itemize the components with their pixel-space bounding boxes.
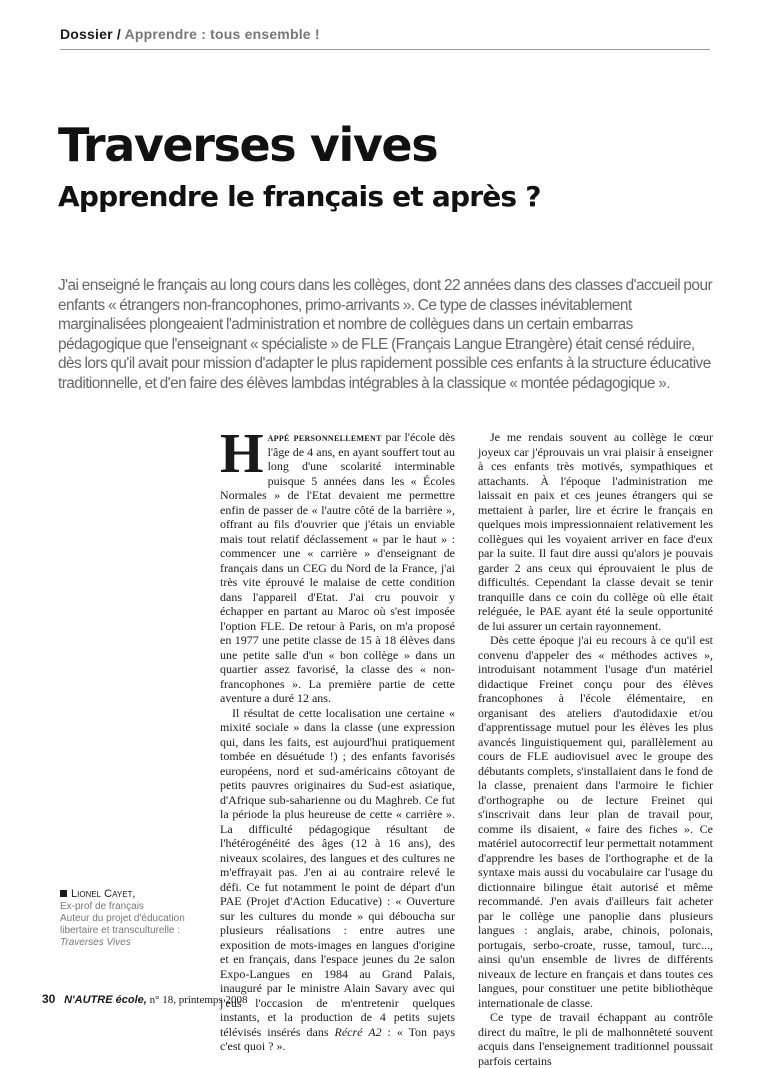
paragraph-text: : « Ton pays c'est quoi ? ». bbox=[220, 1024, 456, 1053]
header-separator: / bbox=[116, 26, 121, 42]
body-paragraph: Je me rendais souvent au collège le cœur joyeux car j'éprouvais un vrai plaisir à enseigner à ces enfants très motivés, sympathiques et attachants. À l'époque l'administration me laissait en paix et ces jeunes étrangers qui se mettaient à parler, lire et écrire le français en quelques mois impressionnaient relativement les collègues qui les voyaient arriver en face d'eux par la suite. Il faut dire aussi qu'alors je pouvais garder 2 ans ceux qui éprouvaient le plus de difficultés. Cependant la classe devait se tenir tranquille dans ce coin du collège où elle était reléguée, le PAE ayant été la seule opportunité de lui assurer un certain rayonnement. bbox=[478, 430, 713, 633]
drop-cap: H bbox=[220, 423, 264, 485]
page-footer bbox=[42, 992, 247, 1006]
body-column-2 bbox=[478, 430, 713, 1068]
author-name: Lionel Cayet, bbox=[71, 888, 136, 900]
lead-paragraph: J'ai enseigné le français au long cours dans les collèges, dont 22 années dans des classes d'accueil pour enfants « étrangers non-francophones, primo-arrivants ». Ce type de classes inévitablement marginalisées plongeaient l'administration et nombre de collègues dans un certain embarras pédagogique que l'enseignant « spécialiste » de FLE (Français Langue Etrangère) était censé réduire, dès lors qu'il avait pour mission d'adapter le plus rapidement possible ces enfants à la structure éducative traditionnelle, et d'en faire des élèves lambdas intégrables à la classique « montée pédagogique ». bbox=[58, 277, 713, 392]
paragraph-text: par l'école dès l'âge de 4 ans, en ayant souffert tout au long d'une scolarité interminable puisque 5 années dans les « Écoles Normales » de l'Etat devaient me permettre enfin de passer de « l'autre côté de la barrière », offrant au fils d'ouvrier que j'étais un enviable mais tout relatif déclassement « par le haut » : commencer une « carrière » d'enseignant de français dans un CEG du Nord de la France, j'ai très vite éprouvé le malaise de cette condition dans l'appareil d'Etat. J'ai cru pouvoir y échapper en partant au Maroc où s'est imposée l'option FLE. De retour à Paris, on m'a proposé en 1977 une petite classe de 15 à 18 élèves dans une petite salle d'un « bon collège » dans un quartier assez favorisé, la classe des « non-francophones ». La première partie de cette aventure a duré 12 ans. bbox=[220, 430, 455, 705]
tv-show-title: Récré A2 bbox=[334, 1024, 382, 1039]
magazine-name: N'AUTRE école, bbox=[64, 994, 147, 1006]
author-project-name: Traverses Vives bbox=[60, 937, 131, 948]
author-role: Ex-prof de français bbox=[60, 901, 144, 912]
header-rule bbox=[60, 49, 710, 50]
body-paragraph bbox=[220, 423, 455, 706]
body-paragraph: Ce type de travail échappant au contrôle direct du maître, le pli de malhonnêteté souvent acquis dans l'enseignement traditionnel poussait parfois certains bbox=[478, 1010, 713, 1068]
section-label: Dossier bbox=[60, 26, 113, 42]
issue-info: n° 18, printemps 2008 bbox=[149, 994, 248, 1006]
body-paragraph bbox=[220, 706, 455, 1054]
paragraph-text: Il résultat de cette localisation une certaine « mixité sociale » dans la classe (une expression qui, dans les faits, est aujourd'hui pratiquement tombée en désuétude !) ; des enfants favorisés européens, nord et sud-américains côtoyant de petits pauvres originaires du Sud-est asiatique, d'Afrique sub-saharienne ou du Maghreb. Ce fut la période la plus heureuse de cette « carrière ». La difficulté pédagogique résultant de l'hétérogénéité des âges (12 à 16 ans), des niveaux scolaires, des langues et des cultures ne m'effrayait pas. J'en ai au contraire relevé le défi. Ce fut notamment le point de départ d'un PAE (Projet d'Action Educative) : « Ouverture sur les cultures du monde » qui déboucha sur plusieurs réalisations : entre autres une exposition de mots-images en langues d'origine et en français, dans l'espace jeunes du 2e salon Expo-Langues en 1984 au Grand Palais, inauguré par le ministre Alain Savary avec qui j'eus l'occasion de m'entretenir quelques instants, et la production de 4 petits sujets télévisés insérés dans bbox=[220, 705, 455, 1039]
section-topic: Apprendre : tous ensemble ! bbox=[124, 26, 320, 42]
body-column-1 bbox=[220, 423, 456, 1054]
opening-smallcaps: appé personnellement bbox=[267, 430, 382, 444]
body-paragraph: Dès cette époque j'ai eu recours à ce qu'il est convenu d'appeler des « méthodes actives », introduisant notamment l'usage d'un matériel didactique Freinet conçu pour des élèves francophones à l'école élémentaire, en organisant des ateliers d'autodidaxie et/ou d'apprentissage mutuel pour les élèves les plus avancés linguistiquement qui, parallèlement au cours de FLE audiovisuel avec le groupe des débutants complets, s'installaient dans le fond de la classe, prenaient dans l'armoire le fichier d'orthographe ou de lecture Freinet qui s'inscrivait dans leur plan de travail pour, comme ils disaient, « faire des fiches ». Ce matériel autocorrectif leur permettait notamment d'apprendre les bases de l'orthographe et de la syntaxe mais aussi du vocabulaire car l'usage du dictionnaire bilingue était autorisé et même recommandé. J'en avais d'ailleurs fait acheter par le collège une panoplie dans plusieurs langues : anglais, arabe, chinois, polonais, portugais, serbo-croate, russe, tamoul, turc..., ainsi qu'un ensemble de livres de différents niveaux de lecture en français et dans toutes ces langues, pour constituer une petite bibliothèque internationale de classe. bbox=[478, 633, 713, 1010]
article-title: Traverses vives bbox=[58, 118, 438, 172]
square-bullet-icon bbox=[60, 890, 67, 897]
page-number: 30 bbox=[42, 992, 56, 1006]
author-project-label: Auteur du projet d'éducation libertaire et transculturelle : bbox=[60, 913, 185, 936]
author-box bbox=[60, 888, 210, 949]
article-subtitle: Apprendre le français et après ? bbox=[58, 180, 541, 213]
running-header bbox=[60, 26, 710, 42]
